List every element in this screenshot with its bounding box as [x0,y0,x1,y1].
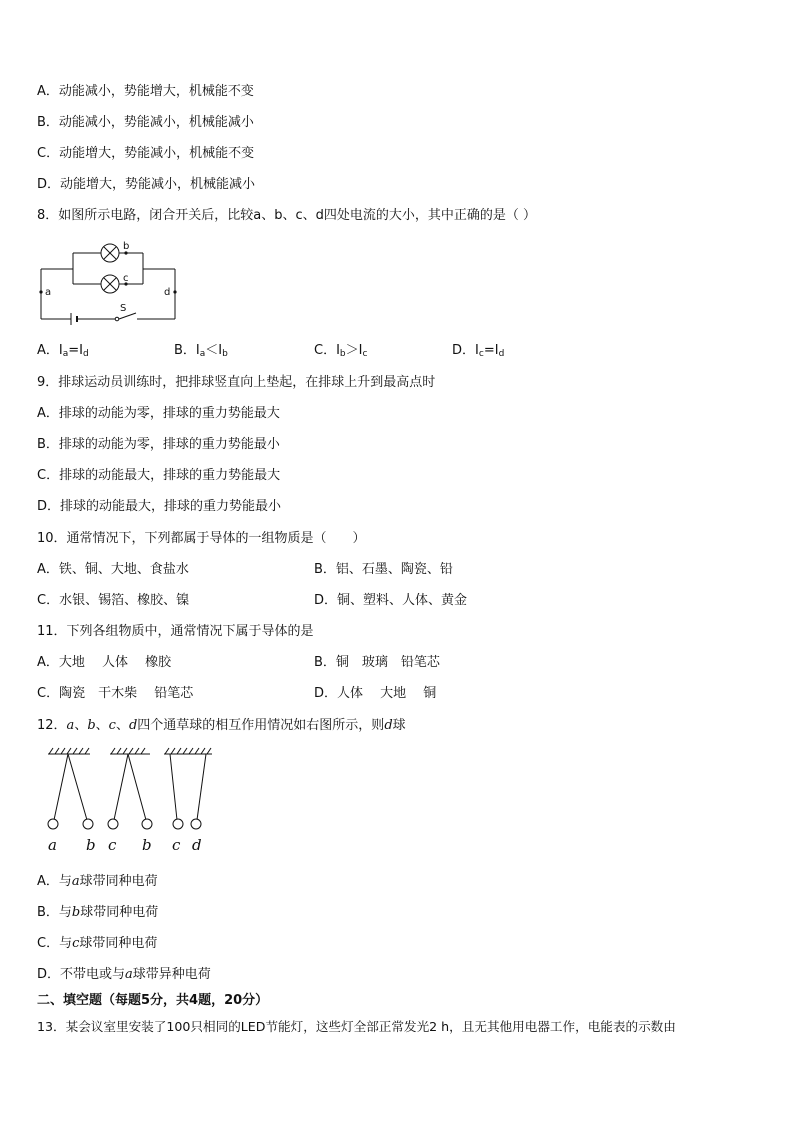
q9-option-b: B．排球的动能为零，排球的重力势能最小 [37,437,280,452]
q12-option-b: B．与b球带同种电荷 [37,905,159,920]
q8-circuit-diagram [37,238,182,328]
q11-options-row2 [37,686,737,702]
q12-option-a: A．与a球带同种电荷 [37,874,158,889]
q12-label-a: a [48,836,57,854]
q12-pith-balls-diagram [40,746,220,856]
section-2-heading: 二、填空题（每题5分，共4题，20分） [37,993,269,1008]
q8-option-d: D．$I_c=I_d$ [452,343,505,359]
q11-option-d: D．人体 大地 铜 [314,686,437,701]
q10-options-row1 [37,562,737,578]
q9-option-a: A．排球的动能为零，排球的重力势能最大 [37,406,280,421]
q9-option-c: C．排球的动能最大，排球的重力势能最大 [37,468,281,483]
q10-option-c: C．水银、锡箔、橡胶、镍 [37,593,190,608]
q7-option-d: D．动能增大，势能减小，机械能减小 [37,177,256,192]
q7-option-b: B．动能减小，势能减小，机械能减小 [37,115,254,130]
q12-label-c1: c [108,836,117,854]
q12-stem: 12．a、b、c、d四个通草球的相互作用情况如右图所示，则d球 [37,718,406,733]
q7-option-a: A．动能减小，势能增大，机械能不变 [37,84,254,99]
q8-options [37,343,737,359]
q12-option-d: D．不带电或与a球带异种电荷 [37,967,211,982]
q8-option-c: C．$I_b>I_c$ [314,343,368,359]
q12-option-c: C．与c球带同种电荷 [37,936,158,951]
q10-option-d: D．铜、塑料、人体、黄金 [314,593,468,608]
q11-option-c: C．陶瓷 干木柴 铅笔芯 [37,686,194,701]
q8-stem: 8．如图所示电路，闭合开关后，比较a、b、c、d四处电流的大小，其中正确的是（ ） [37,208,537,223]
q8-label-c: c [123,273,129,284]
q11-option-b: B．铜 玻璃 铅笔芯 [314,655,440,670]
q8-label-b: b [123,241,130,252]
q13-stem: 13．某会议室里安装了100只相同的LED节能灯，这些灯全部正常发光2 h，且无其他用电器工作，电能表的示数由 [37,1019,676,1034]
q12-label-b1: b [86,836,96,854]
q7-option-c: C．动能增大，势能减小，机械能不变 [37,146,255,161]
q11-options-row1 [37,655,737,671]
q12-label-b2: b [142,836,152,854]
q9-stem: 9．排球运动员训练时，把排球竖直向上垫起，在排球上升到最高点时 [37,375,436,390]
q10-option-a: A．铁、铜、大地、食盐水 [37,562,189,577]
q8-label-d: d [164,287,171,298]
q10-options-row2 [37,593,737,609]
q8-option-b: B．$I_a<I_b$ [174,343,228,359]
q10-option-b: B．铝、石墨、陶瓷、铅 [314,562,453,577]
q9-option-d: D．排球的动能最大，排球的重力势能最小 [37,499,282,514]
q12-label-d: d [192,836,202,854]
q10-stem: 10．通常情况下，下列都属于导体的一组物质是（ ） [37,531,366,546]
q12-label-c2: c [172,836,181,854]
q8-label-a: a [45,287,52,298]
q11-option-a: A．大地 人体 橡胶 [37,655,172,670]
q8-option-a: A．$I_a=I_d$ [37,343,89,359]
q8-label-s: S [120,303,127,314]
q11-stem: 11．下列各组物质中，通常情况下属于导体的是 [37,624,314,639]
